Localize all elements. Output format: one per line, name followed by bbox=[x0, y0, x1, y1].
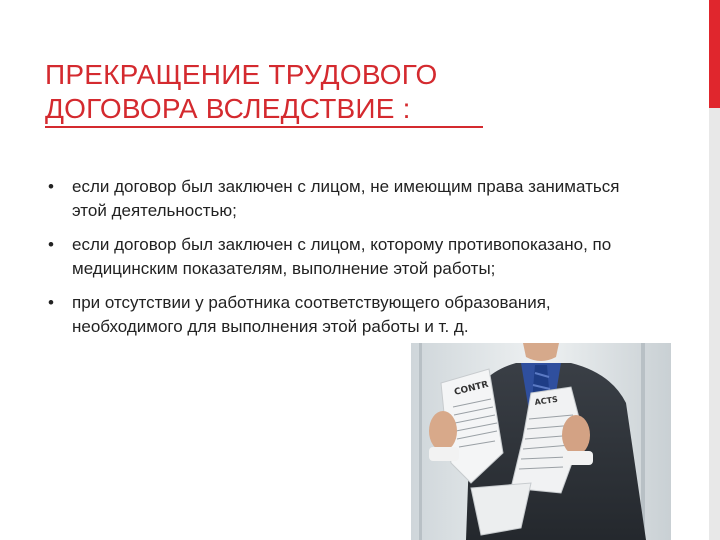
bullet-list bbox=[48, 175, 628, 349]
right-hand bbox=[562, 415, 590, 455]
photo-illustration bbox=[411, 343, 671, 540]
accent-gray-segment bbox=[709, 108, 720, 540]
bullet-item bbox=[48, 291, 628, 339]
title-underline bbox=[45, 126, 483, 128]
right-cuff bbox=[563, 451, 593, 465]
left-cuff bbox=[429, 447, 459, 461]
paper-label-acts: ACTS bbox=[534, 394, 559, 407]
slide-title bbox=[45, 58, 665, 126]
bullet-icon: • bbox=[48, 293, 54, 312]
businessman-tearing-contract-photo bbox=[411, 343, 671, 540]
window-frame bbox=[419, 343, 422, 540]
accent-red-segment bbox=[709, 0, 720, 108]
bullet-text: при отсутствии у работника соответствующего образования, необходимого для выполнения этой работы и т. д. bbox=[72, 293, 551, 336]
bullet-item bbox=[48, 175, 628, 223]
right-accent-bar bbox=[709, 0, 720, 540]
bullet-text: если договор был заключен с лицом, которому противопоказано, по медицинским показателям, выполнение этой работы; bbox=[72, 235, 612, 278]
title-line-1: ПРЕКРАЩЕНИЕ ТРУДОВОГО bbox=[45, 59, 438, 90]
bullet-icon: • bbox=[48, 177, 54, 196]
bullet-text: если договор был заключен с лицом, не имеющим права заниматься этой деятельностью; bbox=[72, 177, 620, 220]
bullet-item bbox=[48, 233, 628, 281]
bullet-icon: • bbox=[48, 235, 54, 254]
paper-label-contr: CONTR bbox=[453, 379, 490, 398]
title-line-2: ДОГОВОРА ВСЛЕДСТВИЕ : bbox=[45, 93, 411, 124]
left-hand bbox=[429, 411, 457, 451]
